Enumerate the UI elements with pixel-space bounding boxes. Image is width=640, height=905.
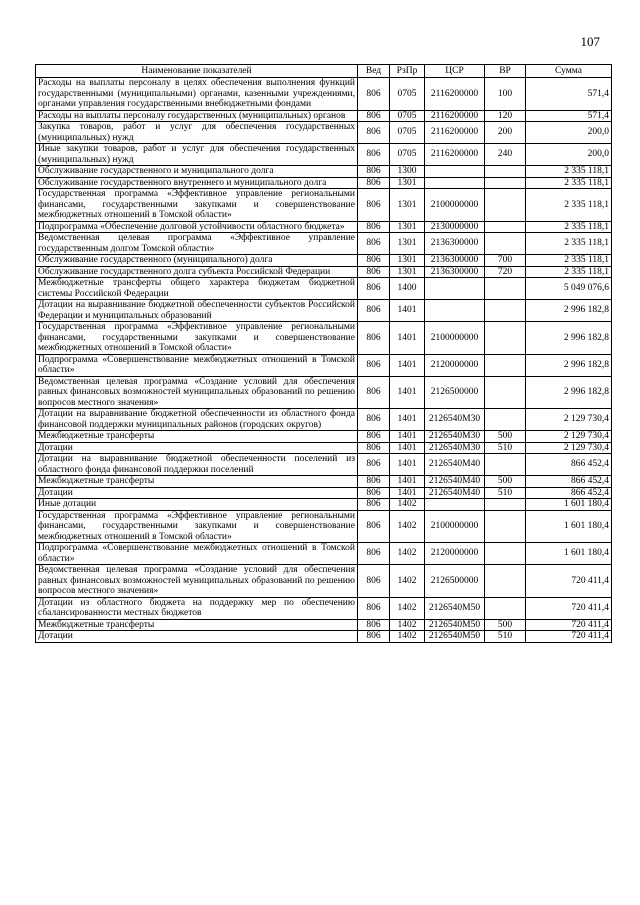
cell-name: Межбюджетные трансферты (36, 431, 358, 443)
cell-csr: 2116200000 (425, 78, 485, 111)
cell-sum: 866 452,4 (526, 487, 612, 499)
cell-name: Межбюджетные трансферты общего характера бюджетам бюджетной системы Российской Федерации (36, 278, 358, 300)
table-row (36, 543, 612, 565)
cell-name: Подпрограмма «Совершенствование межбюджетных отношений в Томской области» (36, 543, 358, 565)
cell-vr (485, 233, 526, 255)
cell-name: Подпрограмма «Совершенствование межбюджетных отношений в Томской области» (36, 354, 358, 376)
cell-sum: 2 996 182,8 (526, 300, 612, 322)
cell-rzpr: 1402 (390, 543, 425, 565)
cell-ved: 806 (358, 431, 390, 443)
table-row (36, 233, 612, 255)
cell-sum: 2 129 730,4 (526, 409, 612, 431)
cell-ved: 806 (358, 189, 390, 222)
cell-sum: 200,0 (526, 144, 612, 166)
table-row (36, 631, 612, 643)
cell-rzpr: 1401 (390, 442, 425, 454)
cell-csr: 2100000000 (425, 322, 485, 355)
table-row (36, 442, 612, 454)
cell-name: Ведомственная целевая программа «Создание условий для обеспечения равных финансовых возможностей муниципальных образований по решению вопросов местного значения» (36, 565, 358, 598)
cell-csr: 2136300000 (425, 266, 485, 278)
cell-rzpr: 1402 (390, 597, 425, 619)
cell-sum: 2 335 118,1 (526, 233, 612, 255)
cell-ved: 806 (358, 376, 390, 409)
cell-csr: 2126540М40 (425, 454, 485, 476)
page-number: 107 (580, 34, 600, 49)
cell-sum: 720 411,4 (526, 619, 612, 631)
cell-sum: 2 129 730,4 (526, 431, 612, 443)
cell-csr: 2126540М40 (425, 487, 485, 499)
cell-vr (485, 510, 526, 543)
cell-vr (485, 278, 526, 300)
cell-name: Государственная программа «Эффективное управление региональными финансами, государственными закупками и совершенствование межбюджетных отношений в Томской области» (36, 510, 358, 543)
cell-vr (485, 409, 526, 431)
header-ved: Вед (358, 65, 390, 78)
cell-csr: 2126540М30 (425, 442, 485, 454)
header-rzpr: РзПр (390, 65, 425, 78)
cell-vr: 720 (485, 266, 526, 278)
cell-vr (485, 499, 526, 511)
cell-sum: 1 601 180,4 (526, 499, 612, 511)
cell-rzpr: 1401 (390, 476, 425, 488)
cell-name: Обслуживание государственного (муниципального) долга (36, 255, 358, 267)
cell-sum: 866 452,4 (526, 454, 612, 476)
cell-sum: 2 996 182,8 (526, 376, 612, 409)
cell-ved: 806 (358, 454, 390, 476)
table-row (36, 619, 612, 631)
cell-ved: 806 (358, 499, 390, 511)
cell-ved: 806 (358, 354, 390, 376)
cell-vr (485, 322, 526, 355)
cell-csr: 2126540М30 (425, 431, 485, 443)
cell-csr: 2126540М50 (425, 619, 485, 631)
cell-rzpr: 1401 (390, 409, 425, 431)
cell-sum: 5 049 076,6 (526, 278, 612, 300)
cell-rzpr: 1301 (390, 221, 425, 233)
cell-name: Подпрограмма «Обеспечение долговой устойчивости областного бюджета» (36, 221, 358, 233)
table-row (36, 144, 612, 166)
cell-csr: 2126540М50 (425, 597, 485, 619)
cell-vr: 200 (485, 122, 526, 144)
cell-rzpr: 1301 (390, 189, 425, 222)
cell-ved: 806 (358, 278, 390, 300)
table-body (36, 78, 612, 643)
cell-csr (425, 300, 485, 322)
table-row (36, 266, 612, 278)
cell-ved: 806 (358, 233, 390, 255)
table-row (36, 221, 612, 233)
cell-rzpr: 1401 (390, 454, 425, 476)
header-csr: ЦСР (425, 65, 485, 78)
cell-rzpr: 1401 (390, 431, 425, 443)
cell-rzpr: 1402 (390, 499, 425, 511)
cell-rzpr: 0705 (390, 144, 425, 166)
cell-vr (485, 454, 526, 476)
cell-name: Обслуживание государственного долга субъекта Российской Федерации (36, 266, 358, 278)
cell-name: Межбюджетные трансферты (36, 476, 358, 488)
cell-csr (425, 278, 485, 300)
cell-vr (485, 565, 526, 598)
cell-csr: 2136300000 (425, 233, 485, 255)
header-name: Наименование показателей (36, 65, 358, 78)
cell-name: Дотации (36, 442, 358, 454)
cell-sum: 866 452,4 (526, 476, 612, 488)
cell-ved: 806 (358, 78, 390, 111)
cell-csr: 2116200000 (425, 110, 485, 122)
cell-name: Дотации на выравнивание бюджетной обеспеченности из областного фонда финансовой поддержки муниципальных районов (городских округов) (36, 409, 358, 431)
cell-csr: 2116200000 (425, 122, 485, 144)
cell-name: Государственная программа «Эффективное управление региональными финансами, государственными закупками и совершенствование межбюджетных отношений в Томской области» (36, 189, 358, 222)
cell-vr: 510 (485, 631, 526, 643)
table-row (36, 476, 612, 488)
cell-sum: 2 335 118,1 (526, 221, 612, 233)
cell-name: Иные закупки товаров, работ и услуг для обеспечения государственных (муниципальных) нужд (36, 144, 358, 166)
table-row (36, 278, 612, 300)
table-row (36, 300, 612, 322)
cell-rzpr: 0705 (390, 110, 425, 122)
cell-name: Обслуживание государственного внутреннего и муниципального долга (36, 177, 358, 189)
cell-name: Дотации (36, 487, 358, 499)
cell-name: Закупка товаров, работ и услуг для обеспечения государственных (муниципальных) нужд (36, 122, 358, 144)
cell-vr (485, 177, 526, 189)
cell-name: Дотации на выравнивание бюджетной обеспеченности поселений из областного фонда финансовой поддержки поселений (36, 454, 358, 476)
cell-csr: 2126540М30 (425, 409, 485, 431)
cell-ved: 806 (358, 322, 390, 355)
table-row (36, 166, 612, 178)
cell-ved: 806 (358, 510, 390, 543)
cell-ved: 806 (358, 122, 390, 144)
table-row (36, 499, 612, 511)
cell-name: Иные дотации (36, 499, 358, 511)
cell-ved: 806 (358, 144, 390, 166)
cell-rzpr: 1401 (390, 322, 425, 355)
cell-vr (485, 189, 526, 222)
cell-vr: 100 (485, 78, 526, 111)
table-row (36, 322, 612, 355)
cell-vr (485, 597, 526, 619)
table-row (36, 189, 612, 222)
cell-csr: 2126500000 (425, 376, 485, 409)
table-row (36, 487, 612, 499)
cell-sum: 2 996 182,8 (526, 354, 612, 376)
cell-vr: 700 (485, 255, 526, 267)
table-row (36, 177, 612, 189)
budget-table (35, 64, 612, 643)
cell-csr: 2126500000 (425, 565, 485, 598)
cell-ved: 806 (358, 110, 390, 122)
cell-ved: 806 (358, 487, 390, 499)
cell-sum: 1 601 180,4 (526, 510, 612, 543)
cell-rzpr: 0705 (390, 122, 425, 144)
cell-csr: 2116200000 (425, 144, 485, 166)
cell-ved: 806 (358, 565, 390, 598)
cell-sum: 2 996 182,8 (526, 322, 612, 355)
cell-ved: 806 (358, 619, 390, 631)
cell-csr (425, 166, 485, 178)
cell-sum: 720 411,4 (526, 565, 612, 598)
cell-ved: 806 (358, 476, 390, 488)
cell-rzpr: 1301 (390, 255, 425, 267)
cell-rzpr: 1401 (390, 376, 425, 409)
cell-vr: 510 (485, 487, 526, 499)
cell-name: Государственная программа «Эффективное управление региональными финансами, государственными закупками и совершенствование межбюджетных отношений в Томской области» (36, 322, 358, 355)
cell-sum: 571,4 (526, 110, 612, 122)
table-row (36, 565, 612, 598)
cell-vr (485, 300, 526, 322)
table-row (36, 597, 612, 619)
cell-vr: 240 (485, 144, 526, 166)
cell-rzpr: 1401 (390, 487, 425, 499)
cell-ved: 806 (358, 597, 390, 619)
cell-csr: 2100000000 (425, 189, 485, 222)
cell-ved: 806 (358, 631, 390, 643)
cell-sum: 2 335 118,1 (526, 189, 612, 222)
cell-vr: 500 (485, 476, 526, 488)
cell-sum: 2 335 118,1 (526, 177, 612, 189)
cell-ved: 806 (358, 221, 390, 233)
cell-name: Дотации из областного бюджета на поддержку мер по обеспечению сбалансированности местных бюджетов (36, 597, 358, 619)
table-row (36, 431, 612, 443)
cell-sum: 720 411,4 (526, 597, 612, 619)
cell-name: Дотации (36, 631, 358, 643)
cell-csr: 2130000000 (425, 221, 485, 233)
cell-sum: 2 335 118,1 (526, 255, 612, 267)
cell-vr: 510 (485, 442, 526, 454)
cell-vr: 500 (485, 619, 526, 631)
cell-ved: 806 (358, 409, 390, 431)
cell-rzpr: 1401 (390, 300, 425, 322)
header-sum: Сумма (526, 65, 612, 78)
cell-csr: 2120000000 (425, 354, 485, 376)
cell-ved: 806 (358, 177, 390, 189)
cell-vr (485, 376, 526, 409)
cell-rzpr: 1402 (390, 631, 425, 643)
table-row (36, 376, 612, 409)
cell-rzpr: 1401 (390, 354, 425, 376)
cell-sum: 571,4 (526, 78, 612, 111)
cell-csr: 2100000000 (425, 510, 485, 543)
cell-rzpr: 1300 (390, 166, 425, 178)
table-row (36, 409, 612, 431)
cell-ved: 806 (358, 442, 390, 454)
table-row (36, 454, 612, 476)
cell-vr: 120 (485, 110, 526, 122)
cell-rzpr: 1301 (390, 177, 425, 189)
cell-ved: 806 (358, 255, 390, 267)
cell-rzpr: 1301 (390, 266, 425, 278)
cell-sum: 720 411,4 (526, 631, 612, 643)
cell-name: Расходы на выплаты персоналу государственных (муниципальных) органов (36, 110, 358, 122)
cell-sum: 2 335 118,1 (526, 166, 612, 178)
cell-vr (485, 543, 526, 565)
cell-rzpr: 1402 (390, 510, 425, 543)
cell-name: Ведомственная целевая программа «Эффективное управление государственным долгом Томской области» (36, 233, 358, 255)
cell-ved: 806 (358, 266, 390, 278)
cell-name: Межбюджетные трансферты (36, 619, 358, 631)
cell-name: Расходы на выплаты персоналу в целях обеспечения выполнения функций государственными (муниципальными) органами, казенными учреждениями, органами управления государственными внебюджетными фондами (36, 78, 358, 111)
table-row (36, 510, 612, 543)
cell-rzpr: 1400 (390, 278, 425, 300)
cell-sum: 2 129 730,4 (526, 442, 612, 454)
cell-sum: 2 335 118,1 (526, 266, 612, 278)
cell-ved: 806 (358, 166, 390, 178)
table-row (36, 255, 612, 267)
cell-rzpr: 1402 (390, 619, 425, 631)
table-row (36, 122, 612, 144)
cell-vr (485, 166, 526, 178)
cell-rzpr: 1402 (390, 565, 425, 598)
cell-name: Ведомственная целевая программа «Создание условий для обеспечения равных финансовых возможностей муниципальных образований по решению вопросов местного значения» (36, 376, 358, 409)
cell-rzpr: 1301 (390, 233, 425, 255)
cell-vr: 500 (485, 431, 526, 443)
cell-csr: 2120000000 (425, 543, 485, 565)
header-vr: ВР (485, 65, 526, 78)
cell-name: Дотации на выравнивание бюджетной обеспеченности субъектов Российской Федерации и муниципальных образований (36, 300, 358, 322)
cell-ved: 806 (358, 543, 390, 565)
cell-sum: 1 601 180,4 (526, 543, 612, 565)
cell-rzpr: 0705 (390, 78, 425, 111)
cell-ved: 806 (358, 300, 390, 322)
table-row (36, 78, 612, 111)
table-row (36, 110, 612, 122)
cell-sum: 200,0 (526, 122, 612, 144)
table-header-row (36, 65, 612, 78)
cell-csr: 2126540М40 (425, 476, 485, 488)
cell-csr (425, 177, 485, 189)
cell-csr: 2136300000 (425, 255, 485, 267)
table-row (36, 354, 612, 376)
cell-csr (425, 499, 485, 511)
cell-name: Обслуживание государственного и муниципального долга (36, 166, 358, 178)
cell-vr (485, 354, 526, 376)
cell-vr (485, 221, 526, 233)
cell-csr: 2126540М50 (425, 631, 485, 643)
